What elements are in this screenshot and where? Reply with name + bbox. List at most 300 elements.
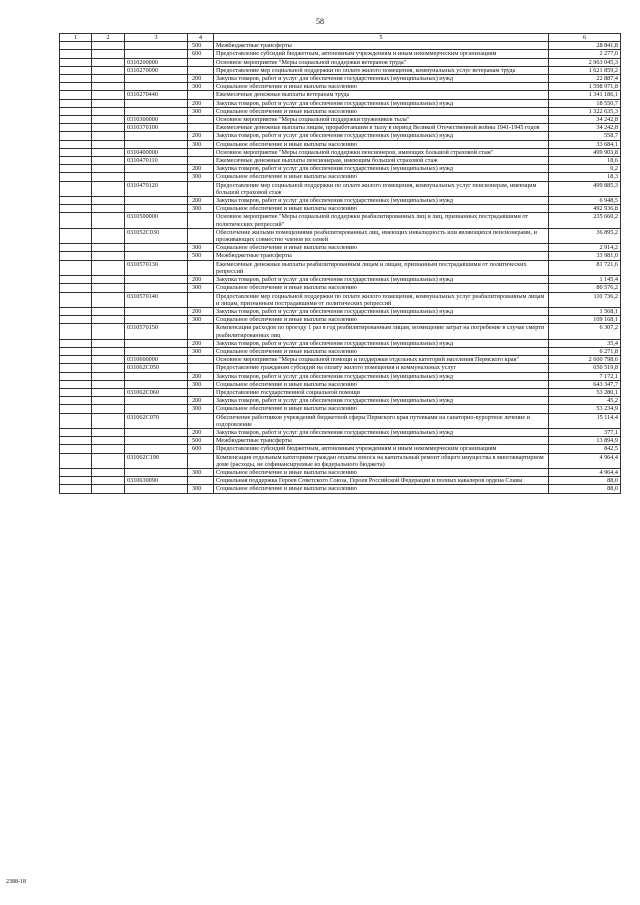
cell-c5: Социальное обеспечение и иные выплаты населению bbox=[214, 405, 549, 413]
table-row bbox=[60, 124, 621, 132]
cell-c6: 6 948,5 bbox=[549, 197, 621, 205]
cell-c3 bbox=[125, 165, 188, 173]
cell-c3 bbox=[125, 83, 188, 91]
table-row bbox=[60, 372, 621, 380]
table-row bbox=[60, 397, 621, 405]
cell-c5: Обеспечение жилыми помещениями реабилитированных лиц, имеющих инвалидность или являющихся пенсионерами, и проживающих совместно членов их семей bbox=[214, 228, 549, 243]
cell-c4 bbox=[188, 477, 214, 485]
cell-c3 bbox=[125, 468, 188, 476]
cell-c1 bbox=[60, 165, 92, 173]
cell-c4: 200 bbox=[188, 428, 214, 436]
header-cell: 3 bbox=[125, 34, 188, 42]
cell-c2 bbox=[92, 485, 125, 493]
cell-c2 bbox=[92, 307, 125, 315]
cell-c1 bbox=[60, 116, 92, 124]
cell-c4: 200 bbox=[188, 197, 214, 205]
cell-c3 bbox=[125, 50, 188, 58]
cell-c2 bbox=[92, 66, 125, 74]
header-cell: 6 bbox=[549, 34, 621, 42]
cell-c5: Межбюджетные трансферты bbox=[214, 252, 549, 260]
cell-c3 bbox=[125, 445, 188, 453]
table-row bbox=[60, 284, 621, 292]
table-row bbox=[60, 485, 621, 493]
header-cell: 4 bbox=[188, 34, 214, 42]
table-row bbox=[60, 356, 621, 364]
cell-c2 bbox=[92, 58, 125, 66]
table-row bbox=[60, 99, 621, 107]
cell-c2 bbox=[92, 197, 125, 205]
table-row bbox=[60, 165, 621, 173]
cell-c3: 0310270440 bbox=[125, 91, 188, 99]
table-row bbox=[60, 173, 621, 181]
table-row bbox=[60, 347, 621, 355]
cell-c3 bbox=[125, 316, 188, 324]
cell-c4: 300 bbox=[188, 380, 214, 388]
cell-c2 bbox=[92, 347, 125, 355]
page-number: 58 bbox=[316, 17, 324, 26]
cell-c6: 558,7 bbox=[549, 132, 621, 140]
table-row bbox=[60, 228, 621, 243]
cell-c4: 500 bbox=[188, 252, 214, 260]
table-row bbox=[60, 244, 621, 252]
cell-c6: 15 114,4 bbox=[549, 413, 621, 428]
cell-c3: 0310470120 bbox=[125, 181, 188, 196]
table-row bbox=[60, 468, 621, 476]
cell-c3 bbox=[125, 173, 188, 181]
cell-c4: 200 bbox=[188, 276, 214, 284]
cell-c4 bbox=[188, 292, 214, 307]
cell-c2 bbox=[92, 380, 125, 388]
cell-c4: 600 bbox=[188, 445, 214, 453]
cell-c2 bbox=[92, 397, 125, 405]
cell-c3 bbox=[125, 42, 188, 50]
cell-c5: Предоставление мер социальной поддержки по оплате жилого помещения, коммунальных услуг ветеранам труда bbox=[214, 66, 549, 74]
cell-c2 bbox=[92, 165, 125, 173]
cell-c6: 88,0 bbox=[549, 485, 621, 493]
table-row bbox=[60, 428, 621, 436]
cell-c1 bbox=[60, 468, 92, 476]
table-row bbox=[60, 75, 621, 83]
cell-c4 bbox=[188, 364, 214, 372]
cell-c2 bbox=[92, 356, 125, 364]
cell-c5: Предоставление гражданам субсидий на оплату жилого помещения и коммунальных услуг bbox=[214, 364, 549, 372]
cell-c4 bbox=[188, 116, 214, 124]
cell-c2 bbox=[92, 292, 125, 307]
cell-c3: 0310470110 bbox=[125, 157, 188, 165]
cell-c5: Закупка товаров, работ и услуг для обеспечения государственных (муниципальных) нужд bbox=[214, 132, 549, 140]
cell-c6: 650 519,8 bbox=[549, 364, 621, 372]
table-row bbox=[60, 260, 621, 275]
cell-c2 bbox=[92, 339, 125, 347]
table-row bbox=[60, 148, 621, 156]
cell-c1 bbox=[60, 132, 92, 140]
cell-c3: 031062С070 bbox=[125, 413, 188, 428]
cell-c5: Ежемесячные денежные выплаты реабилитированным лицам и лицам, признанным пострадавшими от политических репрессий bbox=[214, 260, 549, 275]
cell-c6: 88,0 bbox=[549, 477, 621, 485]
cell-c5: Социальное обеспечение и иные выплаты населению bbox=[214, 468, 549, 476]
cell-c6: 53 280,1 bbox=[549, 388, 621, 396]
table-row bbox=[60, 197, 621, 205]
cell-c6: 643 347,7 bbox=[549, 380, 621, 388]
cell-c1 bbox=[60, 413, 92, 428]
cell-c6: 45,2 bbox=[549, 397, 621, 405]
table-row bbox=[60, 380, 621, 388]
cell-c6: 1 621 859,2 bbox=[549, 66, 621, 74]
cell-c2 bbox=[92, 107, 125, 115]
cell-c4: 200 bbox=[188, 165, 214, 173]
cell-c5: Социальное обеспечение и иные выплаты населению bbox=[214, 380, 549, 388]
cell-c1 bbox=[60, 213, 92, 228]
cell-c5: Закупка товаров, работ и услуг для обеспечения государственных (муниципальных) нужд bbox=[214, 397, 549, 405]
cell-c4: 300 bbox=[188, 205, 214, 213]
cell-c2 bbox=[92, 468, 125, 476]
cell-c5: Предоставление мер социальной поддержки по оплате жилого помещения, коммунальных услуг реабилитированным лицам и лицам, признанным пострадавшими от политических репрессий bbox=[214, 292, 549, 307]
cell-c6: 235 660,2 bbox=[549, 213, 621, 228]
cell-c2 bbox=[92, 213, 125, 228]
cell-c1 bbox=[60, 397, 92, 405]
cell-c1 bbox=[60, 428, 92, 436]
cell-c2 bbox=[92, 124, 125, 132]
cell-c6: 2 600 798,6 bbox=[549, 356, 621, 364]
cell-c6: 0,2 bbox=[549, 165, 621, 173]
cell-c2 bbox=[92, 181, 125, 196]
cell-c1 bbox=[60, 380, 92, 388]
cell-c2 bbox=[92, 140, 125, 148]
cell-c4: 300 bbox=[188, 468, 214, 476]
cell-c3 bbox=[125, 339, 188, 347]
cell-c1 bbox=[60, 83, 92, 91]
cell-c5: Закупка товаров, работ и услуг для обеспечения государственных (муниципальных) нужд bbox=[214, 99, 549, 107]
cell-c1 bbox=[60, 197, 92, 205]
table-row bbox=[60, 157, 621, 165]
cell-c4 bbox=[188, 58, 214, 66]
cell-c6: 18 550,7 bbox=[549, 99, 621, 107]
cell-c2 bbox=[92, 75, 125, 83]
cell-c2 bbox=[92, 99, 125, 107]
cell-c1 bbox=[60, 66, 92, 74]
cell-c5: Социальная поддержка Героев Советского Союза, Героев Российской Федерации и полных кавалеров ордена Славы bbox=[214, 477, 549, 485]
cell-c1 bbox=[60, 148, 92, 156]
cell-c6: 33 684,1 bbox=[549, 140, 621, 148]
cell-c6: 80 576,2 bbox=[549, 284, 621, 292]
cell-c4 bbox=[188, 388, 214, 396]
cell-c5: Основное мероприятие "Меры социальной помощи и поддержки отдельных категорий населения Пермского края" bbox=[214, 356, 549, 364]
table-row bbox=[60, 132, 621, 140]
cell-c3: 031052С030 bbox=[125, 228, 188, 243]
cell-c5: Закупка товаров, работ и услуг для обеспечения государственных (муниципальных) нужд bbox=[214, 307, 549, 315]
table-row bbox=[60, 213, 621, 228]
cell-c1 bbox=[60, 228, 92, 243]
cell-c2 bbox=[92, 148, 125, 156]
cell-c4: 300 bbox=[188, 83, 214, 91]
cell-c5: Основное мероприятие "Меры социальной поддержки тружеников тыла" bbox=[214, 116, 549, 124]
cell-c6: 34 242,8 bbox=[549, 124, 621, 132]
cell-c5: Обеспечение работников учреждений бюджетной сферы Пермского края путевками на санаторно-курортное лечение и оздоровление bbox=[214, 413, 549, 428]
cell-c2 bbox=[92, 388, 125, 396]
cell-c3 bbox=[125, 107, 188, 115]
cell-c5: Социальное обеспечение и иные выплаты населению bbox=[214, 244, 549, 252]
cell-c3 bbox=[125, 284, 188, 292]
table-row bbox=[60, 445, 621, 453]
cell-c2 bbox=[92, 437, 125, 445]
cell-c1 bbox=[60, 42, 92, 50]
cell-c3 bbox=[125, 428, 188, 436]
cell-c1 bbox=[60, 252, 92, 260]
cell-c4: 200 bbox=[188, 132, 214, 140]
cell-c6: 2 963 045,3 bbox=[549, 58, 621, 66]
cell-c6: 499 903,8 bbox=[549, 148, 621, 156]
cell-c1 bbox=[60, 173, 92, 181]
cell-c4 bbox=[188, 260, 214, 275]
table-row bbox=[60, 413, 621, 428]
cell-c3 bbox=[125, 197, 188, 205]
cell-c6: 109 168,1 bbox=[549, 316, 621, 324]
table-row bbox=[60, 50, 621, 58]
cell-c6: 18,6 bbox=[549, 157, 621, 165]
budget-table bbox=[59, 33, 621, 494]
cell-c6: 34 242,8 bbox=[549, 116, 621, 124]
cell-c3 bbox=[125, 252, 188, 260]
table-row bbox=[60, 316, 621, 324]
cell-c6: 13 894,9 bbox=[549, 437, 621, 445]
cell-c6: 7 172,1 bbox=[549, 372, 621, 380]
cell-c4: 600 bbox=[188, 50, 214, 58]
cell-c5: Закупка товаров, работ и услуг для обеспечения государственных (муниципальных) нужд bbox=[214, 372, 549, 380]
cell-c5: Социальное обеспечение и иные выплаты населению bbox=[214, 347, 549, 355]
cell-c5: Закупка товаров, работ и услуг для обеспечения государственных (муниципальных) нужд bbox=[214, 165, 549, 173]
cell-c2 bbox=[92, 453, 125, 468]
cell-c2 bbox=[92, 324, 125, 339]
cell-c5: Социальное обеспечение и иные выплаты населению bbox=[214, 284, 549, 292]
cell-c4: 300 bbox=[188, 140, 214, 148]
cell-c1 bbox=[60, 347, 92, 355]
cell-c1 bbox=[60, 437, 92, 445]
cell-c4: 500 bbox=[188, 437, 214, 445]
table-row bbox=[60, 66, 621, 74]
cell-c3: 0310570130 bbox=[125, 260, 188, 275]
cell-c4: 500 bbox=[188, 42, 214, 50]
table-row bbox=[60, 83, 621, 91]
cell-c6: 499 885,3 bbox=[549, 181, 621, 196]
cell-c5: Социальное обеспечение и иные выплаты населению bbox=[214, 107, 549, 115]
cell-c3 bbox=[125, 437, 188, 445]
cell-c6: 842,5 bbox=[549, 445, 621, 453]
cell-c1 bbox=[60, 485, 92, 493]
cell-c2 bbox=[92, 372, 125, 380]
cell-c1 bbox=[60, 364, 92, 372]
cell-c6: 1 145,4 bbox=[549, 276, 621, 284]
cell-c3 bbox=[125, 485, 188, 493]
cell-c1 bbox=[60, 477, 92, 485]
cell-c1 bbox=[60, 157, 92, 165]
table-row bbox=[60, 107, 621, 115]
table-row bbox=[60, 405, 621, 413]
table-row bbox=[60, 181, 621, 196]
cell-c3: 0310630090 bbox=[125, 477, 188, 485]
cell-c3: 0310270090 bbox=[125, 66, 188, 74]
cell-c2 bbox=[92, 116, 125, 124]
cell-c4 bbox=[188, 324, 214, 339]
cell-c4: 200 bbox=[188, 99, 214, 107]
cell-c5: Компенсация отдельным категориям граждан оплаты взноса на капитальный ремонт общего имущества в многоквартирном доме (расходы, не софинансируемые из федерального бюджета) bbox=[214, 453, 549, 468]
footer-code: 2388-18 bbox=[6, 879, 26, 885]
cell-c3 bbox=[125, 75, 188, 83]
table-row bbox=[60, 477, 621, 485]
cell-c1 bbox=[60, 91, 92, 99]
cell-c6: 110 736,2 bbox=[549, 292, 621, 307]
cell-c3 bbox=[125, 244, 188, 252]
cell-c2 bbox=[92, 445, 125, 453]
cell-c1 bbox=[60, 205, 92, 213]
cell-c4: 200 bbox=[188, 397, 214, 405]
cell-c1 bbox=[60, 260, 92, 275]
table-row bbox=[60, 42, 621, 50]
cell-c6: 377,1 bbox=[549, 428, 621, 436]
cell-c5: Закупка товаров, работ и услуг для обеспечения государственных (муниципальных) нужд bbox=[214, 428, 549, 436]
cell-c2 bbox=[92, 205, 125, 213]
cell-c4: 300 bbox=[188, 107, 214, 115]
cell-c3 bbox=[125, 397, 188, 405]
cell-c4: 300 bbox=[188, 405, 214, 413]
cell-c4 bbox=[188, 66, 214, 74]
table-row bbox=[60, 388, 621, 396]
table-row bbox=[60, 91, 621, 99]
header-cell: 1 bbox=[60, 34, 92, 42]
cell-c3 bbox=[125, 307, 188, 315]
cell-c6: 2 277,0 bbox=[549, 50, 621, 58]
cell-c3: 0310570140 bbox=[125, 292, 188, 307]
cell-c4 bbox=[188, 228, 214, 243]
cell-c3 bbox=[125, 380, 188, 388]
cell-c5: Социальное обеспечение и иные выплаты населению bbox=[214, 205, 549, 213]
cell-c6: 81 721,6 bbox=[549, 260, 621, 275]
cell-c1 bbox=[60, 372, 92, 380]
cell-c1 bbox=[60, 75, 92, 83]
cell-c2 bbox=[92, 252, 125, 260]
cell-c5: Ежемесячные денежные выплаты лицам, проработавшим в тылу в период Великой Отечественной войны 1941-1945 годов bbox=[214, 124, 549, 132]
cell-c1 bbox=[60, 405, 92, 413]
cell-c4 bbox=[188, 148, 214, 156]
cell-c2 bbox=[92, 428, 125, 436]
cell-c5: Ежемесячные денежные выплаты ветеранам труда bbox=[214, 91, 549, 99]
table-row bbox=[60, 140, 621, 148]
cell-c4: 200 bbox=[188, 75, 214, 83]
cell-c1 bbox=[60, 453, 92, 468]
cell-c6: 1 568,1 bbox=[549, 307, 621, 315]
cell-c2 bbox=[92, 91, 125, 99]
cell-c6: 492 936,8 bbox=[549, 205, 621, 213]
cell-c1 bbox=[60, 388, 92, 396]
cell-c3: 031062С190 bbox=[125, 453, 188, 468]
cell-c6: 53 234,9 bbox=[549, 405, 621, 413]
table-row bbox=[60, 453, 621, 468]
cell-c2 bbox=[92, 260, 125, 275]
cell-c2 bbox=[92, 284, 125, 292]
cell-c2 bbox=[92, 173, 125, 181]
cell-c6: 22 887,4 bbox=[549, 75, 621, 83]
header-cell: 5 bbox=[214, 34, 549, 42]
cell-c5: Основное мероприятие "Меры социальной поддержки пенсионеров, имеющих большой страховой стаж" bbox=[214, 148, 549, 156]
cell-c4 bbox=[188, 91, 214, 99]
cell-c2 bbox=[92, 132, 125, 140]
cell-c3 bbox=[125, 99, 188, 107]
cell-c1 bbox=[60, 181, 92, 196]
cell-c2 bbox=[92, 50, 125, 58]
cell-c4: 300 bbox=[188, 347, 214, 355]
cell-c5: Социальное обеспечение и иные выплаты населению bbox=[214, 140, 549, 148]
cell-c3: 0310200000 bbox=[125, 58, 188, 66]
cell-c4 bbox=[188, 124, 214, 132]
cell-c2 bbox=[92, 405, 125, 413]
table-row bbox=[60, 437, 621, 445]
cell-c5: Предоставление субсидий бюджетным, автономным учреждениям и иным некоммерческим организациям bbox=[214, 445, 549, 453]
cell-c6: 33 981,0 bbox=[549, 252, 621, 260]
cell-c6: 6 307,2 bbox=[549, 324, 621, 339]
cell-c6: 1 598 971,8 bbox=[549, 83, 621, 91]
cell-c4: 300 bbox=[188, 316, 214, 324]
cell-c5: Закупка товаров, работ и услуг для обеспечения государственных (муниципальных) нужд bbox=[214, 197, 549, 205]
cell-c2 bbox=[92, 244, 125, 252]
table-row bbox=[60, 364, 621, 372]
cell-c6: 2 914,2 bbox=[549, 244, 621, 252]
cell-c5: Социальное обеспечение и иные выплаты населению bbox=[214, 83, 549, 91]
cell-c4 bbox=[188, 157, 214, 165]
cell-c3 bbox=[125, 132, 188, 140]
cell-c5: Социальное обеспечение и иные выплаты населению bbox=[214, 173, 549, 181]
cell-c4: 300 bbox=[188, 244, 214, 252]
cell-c1 bbox=[60, 58, 92, 66]
cell-c4 bbox=[188, 356, 214, 364]
table-row bbox=[60, 58, 621, 66]
cell-c3: 0310400000 bbox=[125, 148, 188, 156]
cell-c6: 4 964,4 bbox=[549, 468, 621, 476]
cell-c2 bbox=[92, 42, 125, 50]
cell-c3 bbox=[125, 347, 188, 355]
cell-c1 bbox=[60, 316, 92, 324]
table-row bbox=[60, 324, 621, 339]
cell-c2 bbox=[92, 364, 125, 372]
cell-c1 bbox=[60, 356, 92, 364]
cell-c2 bbox=[92, 83, 125, 91]
cell-c1 bbox=[60, 50, 92, 58]
cell-c1 bbox=[60, 307, 92, 315]
cell-c3: 0310300000 bbox=[125, 116, 188, 124]
header-row bbox=[60, 34, 621, 42]
cell-c3 bbox=[125, 205, 188, 213]
cell-c4: 200 bbox=[188, 339, 214, 347]
cell-c3: 0310600000 bbox=[125, 356, 188, 364]
cell-c4: 200 bbox=[188, 372, 214, 380]
table-row bbox=[60, 116, 621, 124]
cell-c1 bbox=[60, 140, 92, 148]
cell-c3: 0310570150 bbox=[125, 324, 188, 339]
cell-c5: Компенсация расходов по проезду 1 раз в год реабилитированным лицам, возмещение затрат на погребение в случае смерти реабилитированных лиц bbox=[214, 324, 549, 339]
cell-c4: 200 bbox=[188, 307, 214, 315]
cell-c6: 6 271,8 bbox=[549, 347, 621, 355]
cell-c1 bbox=[60, 339, 92, 347]
cell-c2 bbox=[92, 316, 125, 324]
cell-c4 bbox=[188, 181, 214, 196]
header-cell: 2 bbox=[92, 34, 125, 42]
cell-c5: Межбюджетные трансферты bbox=[214, 437, 549, 445]
cell-c5: Закупка товаров, работ и услуг для обеспечения государственных (муниципальных) нужд bbox=[214, 75, 549, 83]
cell-c4 bbox=[188, 453, 214, 468]
cell-c2 bbox=[92, 413, 125, 428]
cell-c5: Социальное обеспечение и иные выплаты населению bbox=[214, 485, 549, 493]
cell-c4: 300 bbox=[188, 173, 214, 181]
table-row bbox=[60, 307, 621, 315]
cell-c4: 300 bbox=[188, 284, 214, 292]
